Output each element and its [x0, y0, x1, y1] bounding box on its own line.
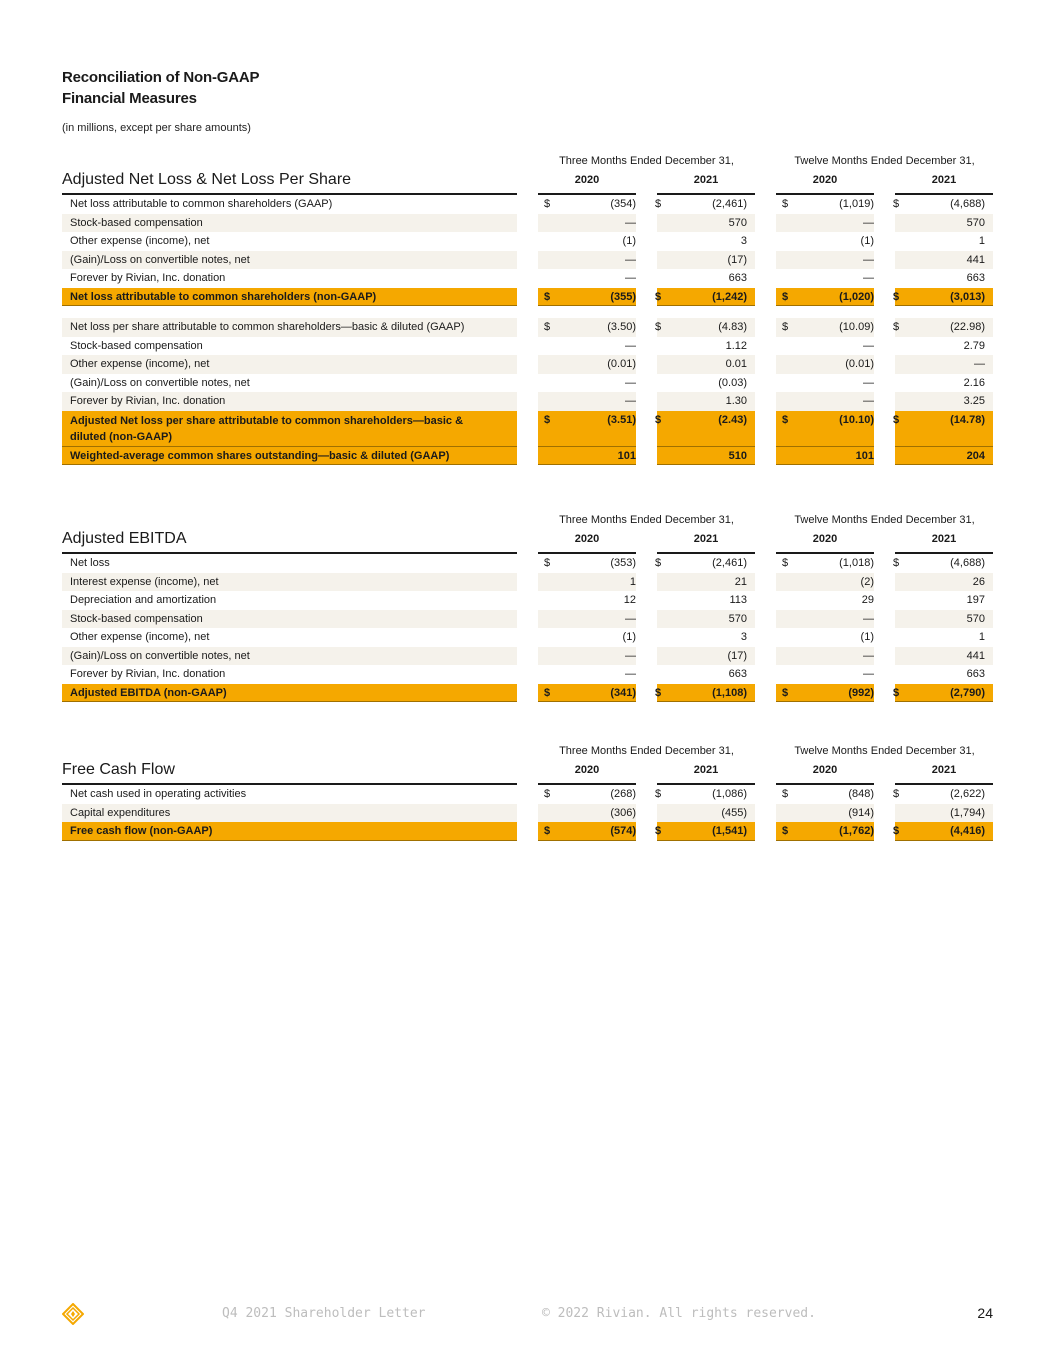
- row-background: [776, 610, 874, 629]
- currency-symbol: $: [893, 290, 900, 303]
- table-row: [62, 318, 993, 337]
- row-background: [776, 591, 874, 610]
- table-row: [62, 628, 993, 647]
- row-label: Other expense (income), net: [70, 235, 210, 247]
- cell-value: —: [863, 668, 874, 680]
- table-row: [62, 591, 993, 610]
- currency-symbol: $: [544, 788, 551, 800]
- table-row: [62, 554, 993, 573]
- row-label: Net loss attributable to common shareholders (non-GAAP): [70, 290, 377, 303]
- row-background: [776, 573, 874, 592]
- currency-symbol: $: [782, 825, 789, 837]
- section-header: [62, 745, 993, 785]
- row-background: [538, 214, 636, 233]
- cell-value: —: [863, 395, 874, 407]
- currency-symbol: $: [893, 788, 900, 800]
- cell-value: (2): [860, 575, 874, 588]
- section-title: Adjusted EBITDA: [62, 530, 187, 547]
- row-background: [776, 665, 874, 684]
- cell-value: (2,622): [950, 788, 985, 800]
- units-note: (in millions, except per share amounts): [62, 122, 251, 134]
- period-label: Three Months Ended December 31,: [559, 514, 734, 526]
- cell-value: (10.10): [839, 413, 874, 426]
- row-label: Free cash flow (non-GAAP): [70, 825, 213, 837]
- cell-value: 26: [972, 575, 985, 588]
- row-label: Depreciation and amortization: [70, 594, 217, 606]
- section-title: Adjusted Net Loss & Net Loss Per Share: [62, 171, 352, 188]
- row-label: Stock-based compensation: [70, 612, 203, 625]
- row-label: (Gain)/Loss on convertible notes, net: [70, 253, 250, 266]
- row-background: [776, 232, 874, 251]
- row-background: [62, 554, 517, 573]
- currency-symbol: $: [655, 198, 662, 210]
- cell-value: (4.83): [718, 321, 747, 333]
- cell-value: (1,242): [712, 290, 747, 303]
- cell-value: —: [625, 612, 636, 625]
- cell-value: 570: [966, 216, 985, 229]
- table-row: [62, 355, 993, 374]
- table-row: [62, 374, 993, 393]
- row-label: Stock-based compensation: [70, 216, 203, 229]
- currency-symbol: $: [782, 290, 789, 303]
- currency-symbol: $: [544, 198, 551, 210]
- cell-value: (306): [610, 806, 636, 819]
- cell-value: (354): [610, 198, 636, 210]
- cell-value: 113: [729, 594, 747, 606]
- row-background: [538, 251, 636, 270]
- cell-value: (0.03): [718, 376, 747, 389]
- table-row: [62, 214, 993, 233]
- cell-value: (1,018): [839, 557, 874, 569]
- title-line-1: Reconciliation of Non-GAAP: [62, 69, 260, 86]
- cell-value: (2,461): [712, 557, 747, 569]
- row-background: [776, 374, 874, 393]
- cell-value: (14.78): [950, 413, 985, 426]
- period-label: Three Months Ended December 31,: [559, 745, 734, 757]
- cell-value: 12: [623, 594, 636, 606]
- cell-value: (22.98): [950, 321, 985, 333]
- cell-value: 663: [728, 272, 747, 284]
- section-1: [62, 514, 993, 702]
- row-label: (Gain)/Loss on convertible notes, net: [70, 376, 250, 389]
- year-label: 2021: [931, 533, 957, 545]
- cell-value: (10.09): [839, 321, 874, 333]
- cell-value: 663: [966, 272, 985, 284]
- row-background: [538, 647, 636, 666]
- cell-value: —: [974, 358, 985, 370]
- cell-value: (1): [622, 235, 636, 247]
- table-row: [62, 822, 993, 841]
- section-header: [62, 155, 993, 195]
- cell-value: —: [863, 253, 874, 266]
- row-label: Adjusted EBITDA (non-GAAP): [70, 686, 227, 699]
- cell-value: 1: [978, 235, 985, 247]
- table-row: [62, 411, 993, 447]
- cell-value: —: [625, 272, 636, 284]
- currency-symbol: $: [782, 413, 789, 426]
- cell-value: (4,688): [950, 198, 985, 210]
- cell-value: —: [625, 376, 636, 389]
- currency-symbol: $: [782, 321, 789, 333]
- cell-value: 21: [734, 575, 747, 588]
- cell-value: —: [863, 612, 874, 625]
- cell-value: (1,020): [839, 290, 874, 303]
- cell-value: 441: [966, 253, 985, 266]
- cell-value: 29: [861, 594, 874, 606]
- cell-value: (2,790): [950, 686, 985, 699]
- row-label: Interest expense (income), net: [70, 575, 219, 588]
- table-row: [62, 647, 993, 666]
- row-background: [538, 269, 636, 288]
- section-2: [62, 745, 993, 841]
- cell-value: (355): [610, 290, 636, 303]
- currency-symbol: $: [893, 686, 900, 699]
- currency-symbol: $: [655, 686, 662, 699]
- page-number: 24: [977, 1305, 993, 1321]
- row-label: Net loss: [70, 557, 110, 569]
- cell-value: (2,461): [712, 198, 747, 210]
- cell-value: 570: [966, 612, 985, 625]
- cell-value: 570: [728, 612, 747, 625]
- cell-value: 101: [855, 449, 874, 462]
- currency-symbol: $: [893, 413, 900, 426]
- row-label: Net loss per share attributable to common shareholders—basic & diluted (GAAP): [70, 321, 465, 333]
- period-label: Three Months Ended December 31,: [559, 155, 734, 167]
- page-footer: [0, 1303, 1055, 1325]
- cell-value: 1.30: [725, 395, 747, 407]
- cell-value: 570: [728, 216, 747, 229]
- page-title: [62, 67, 462, 109]
- cell-value: 3: [740, 235, 747, 247]
- year-label: 2021: [693, 174, 719, 186]
- cell-value: —: [863, 339, 874, 352]
- cell-value: (1): [860, 235, 874, 247]
- cell-value: 204: [966, 449, 985, 462]
- table-row: [62, 392, 993, 411]
- row-background: [538, 591, 636, 610]
- cell-value: —: [625, 216, 636, 229]
- cell-value: (455): [721, 806, 747, 819]
- cell-value: 663: [966, 668, 985, 680]
- row-spacer: [62, 306, 993, 318]
- cell-value: (1): [622, 631, 636, 643]
- currency-symbol: $: [544, 557, 551, 569]
- cell-value: (1,086): [712, 788, 747, 800]
- cell-value: —: [863, 216, 874, 229]
- row-background: [538, 232, 636, 251]
- row-background: [776, 214, 874, 233]
- currency-symbol: $: [544, 686, 551, 699]
- table-row: [62, 684, 993, 703]
- section-header: [62, 514, 993, 554]
- currency-symbol: $: [544, 290, 551, 303]
- period-label: Twelve Months Ended December 31,: [794, 155, 975, 167]
- row-background: [776, 251, 874, 270]
- row-label: Forever by Rivian, Inc. donation: [70, 272, 226, 284]
- cell-value: (1,794): [950, 806, 985, 819]
- cell-value: 197: [966, 594, 985, 606]
- cell-value: (0.01): [845, 358, 874, 370]
- row-background: [776, 392, 874, 411]
- cell-value: (353): [610, 557, 636, 569]
- table-row: [62, 232, 993, 251]
- cell-value: (341): [610, 686, 636, 699]
- section-0: [62, 155, 993, 465]
- table-row: [62, 665, 993, 684]
- row-background: [538, 610, 636, 629]
- footer-letter-title: Q4 2021 Shareholder Letter: [222, 1306, 426, 1321]
- row-label: Other expense (income), net: [70, 358, 210, 370]
- currency-symbol: $: [782, 198, 789, 210]
- table-row: [62, 610, 993, 629]
- year-label: 2020: [812, 533, 838, 545]
- cell-value: (3,013): [950, 290, 985, 303]
- year-label: 2020: [812, 174, 838, 186]
- currency-symbol: $: [655, 413, 662, 426]
- cell-value: —: [863, 649, 874, 662]
- cell-value: —: [863, 376, 874, 389]
- cell-value: (17): [727, 649, 747, 662]
- year-label: 2021: [931, 174, 957, 186]
- year-label: 2021: [693, 764, 719, 776]
- period-label: Twelve Months Ended December 31,: [794, 514, 975, 526]
- currency-symbol: $: [544, 413, 551, 426]
- cell-value: 1.12: [725, 339, 747, 352]
- year-label: 2020: [574, 764, 600, 776]
- cell-value: (914): [848, 806, 874, 819]
- cell-value: (1,762): [839, 825, 874, 837]
- cell-value: 3.25: [963, 395, 985, 407]
- rivian-compass-logo-icon: [62, 1303, 84, 1325]
- cell-value: (992): [848, 686, 874, 699]
- row-background: [776, 269, 874, 288]
- cell-value: 441: [966, 649, 985, 662]
- currency-symbol: $: [544, 825, 551, 837]
- row-label: Adjusted Net loss per share attributable to common shareholders—basic & diluted (non-GAAP): [70, 414, 464, 443]
- cell-value: (1): [860, 631, 874, 643]
- table-row: [62, 447, 993, 466]
- currency-symbol: $: [893, 557, 900, 569]
- currency-symbol: $: [893, 825, 900, 837]
- currency-symbol: $: [893, 321, 900, 333]
- cell-value: 2.79: [963, 339, 985, 352]
- cell-value: —: [625, 395, 636, 407]
- currency-symbol: $: [544, 321, 551, 333]
- cell-value: (2.43): [718, 413, 747, 426]
- cell-value: (3.51): [607, 413, 636, 426]
- cell-value: —: [625, 668, 636, 680]
- cell-value: —: [625, 253, 636, 266]
- table-row: [62, 251, 993, 270]
- table-row: [62, 785, 993, 804]
- cell-value: 3: [740, 631, 747, 643]
- currency-symbol: $: [893, 198, 900, 210]
- row-label: Stock-based compensation: [70, 339, 203, 352]
- period-label: Twelve Months Ended December 31,: [794, 745, 975, 757]
- table-row: [62, 288, 993, 307]
- row-background: [538, 665, 636, 684]
- row-label: (Gain)/Loss on convertible notes, net: [70, 649, 250, 662]
- currency-symbol: $: [655, 321, 662, 333]
- currency-symbol: $: [782, 686, 789, 699]
- row-label: Net loss attributable to common shareholders (GAAP): [70, 198, 333, 210]
- cell-value: 0.01: [725, 358, 747, 370]
- cell-value: —: [625, 649, 636, 662]
- table-row: [62, 269, 993, 288]
- year-label: 2020: [574, 533, 600, 545]
- currency-symbol: $: [782, 788, 789, 800]
- row-label: Forever by Rivian, Inc. donation: [70, 668, 226, 680]
- cell-value: 2.16: [963, 376, 985, 389]
- row-background: [538, 337, 636, 356]
- cell-value: (268): [610, 788, 636, 800]
- row-label: Forever by Rivian, Inc. donation: [70, 395, 226, 407]
- currency-symbol: $: [655, 557, 662, 569]
- cell-value: (0.01): [607, 358, 636, 370]
- currency-symbol: $: [655, 825, 662, 837]
- cell-value: (848): [848, 788, 874, 800]
- cell-value: 663: [728, 668, 747, 680]
- row-background: [538, 573, 636, 592]
- cell-value: 101: [617, 449, 636, 462]
- row-label: Net cash used in operating activities: [70, 788, 247, 800]
- year-label: 2020: [812, 764, 838, 776]
- cell-value: —: [863, 272, 874, 284]
- row-background: [538, 628, 636, 647]
- year-label: 2020: [574, 174, 600, 186]
- currency-symbol: $: [655, 788, 662, 800]
- cell-value: (4,416): [950, 825, 985, 837]
- row-background: [776, 337, 874, 356]
- cell-value: (4,688): [950, 557, 985, 569]
- cell-value: —: [625, 339, 636, 352]
- cell-value: (17): [727, 253, 747, 266]
- row-background: [776, 647, 874, 666]
- section-title: Free Cash Flow: [62, 761, 175, 778]
- cell-value: 510: [728, 449, 747, 462]
- cell-value: (574): [610, 825, 636, 837]
- cell-value: (1,108): [712, 686, 747, 699]
- table-row: [62, 804, 993, 823]
- row-label: Other expense (income), net: [70, 631, 210, 643]
- year-label: 2021: [693, 533, 719, 545]
- year-label: 2021: [931, 764, 957, 776]
- row-label: Capital expenditures: [70, 806, 171, 819]
- footer-copyright: © 2022 Rivian. All rights reserved.: [542, 1306, 816, 1321]
- row-background: [538, 374, 636, 393]
- cell-value: (1,019): [839, 198, 874, 210]
- row-background: [538, 392, 636, 411]
- cell-value: 1: [978, 631, 985, 643]
- table-row: [62, 195, 993, 214]
- row-background: [776, 628, 874, 647]
- table-row: [62, 337, 993, 356]
- title-line-2: Financial Measures: [62, 90, 197, 107]
- cell-value: 1: [629, 575, 636, 588]
- currency-symbol: $: [655, 290, 662, 303]
- row-label: Weighted-average common shares outstanding—basic & diluted (GAAP): [70, 449, 450, 462]
- currency-symbol: $: [782, 557, 789, 569]
- cell-value: (1,541): [712, 825, 747, 837]
- table-row: [62, 573, 993, 592]
- cell-value: (3.50): [607, 321, 636, 333]
